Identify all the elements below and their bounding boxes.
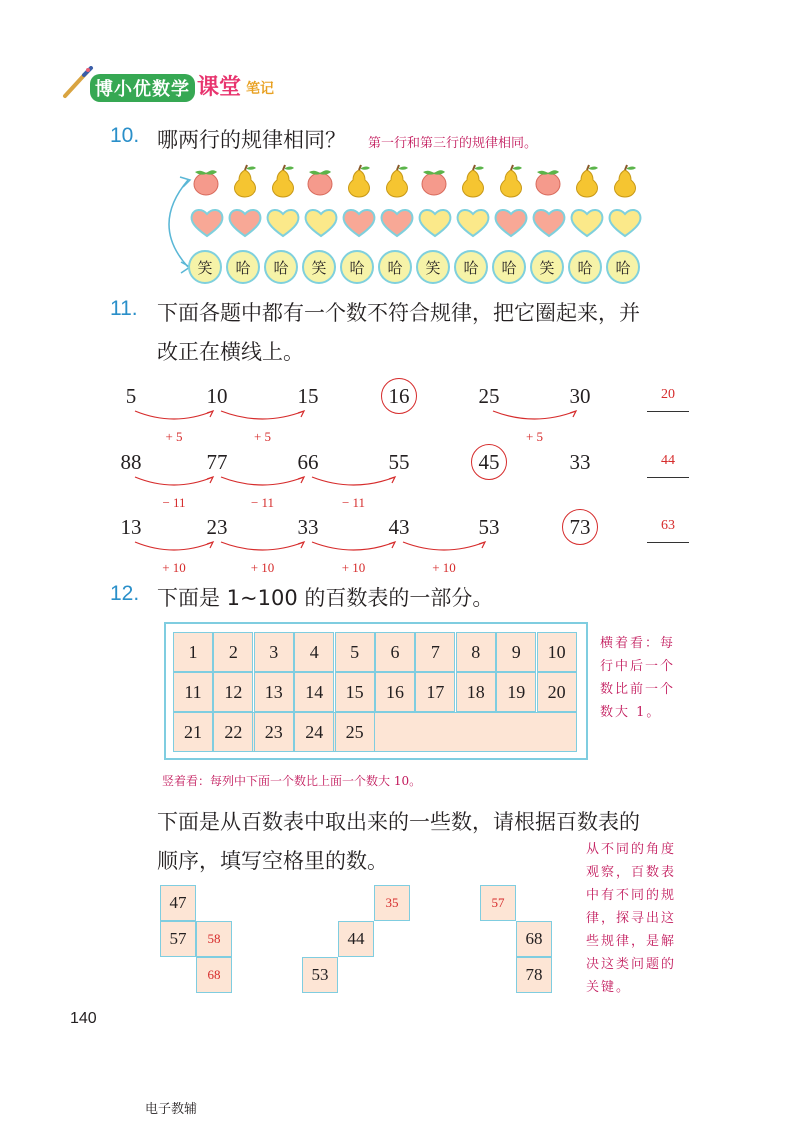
q11-op-label: − 11 — [162, 495, 186, 510]
tip-line: 律，探寻出这 — [586, 911, 677, 926]
brand-title: 课堂 — [197, 75, 242, 100]
q11-op-label: + 10 — [250, 560, 275, 575]
fragment1-filled-cell: 58 — [196, 921, 232, 957]
hundred-table-cell: 5 — [335, 632, 375, 672]
hundred-table-cell: 12 — [213, 672, 253, 712]
q11-op-label: + 10 — [432, 560, 456, 575]
fragment3-cell: 78 — [516, 957, 552, 993]
q11-number: 55 — [388, 450, 410, 474]
q11-number: 53 — [478, 515, 500, 539]
laugh-circle: 哈 — [340, 250, 374, 284]
q11-arc — [221, 477, 304, 485]
fragment3-filled-cell: 57 — [480, 885, 516, 921]
corrected-answer: 20 — [661, 387, 675, 402]
q11-arrowhead — [389, 477, 395, 483]
hundred-table-cell: 14 — [294, 672, 334, 712]
hundred-table-cell: 16 — [375, 672, 415, 712]
laugh-circle: 笑 — [416, 250, 450, 284]
laugh-circle: 笑 — [188, 250, 222, 284]
q11-arrowhead — [298, 477, 304, 483]
laugh-circle: 哈 — [454, 250, 488, 284]
q11-arc — [135, 411, 213, 419]
q12-text-line2: 顺序，填写空格里的数。 — [157, 849, 388, 873]
laugh-circle: 哈 — [606, 250, 640, 284]
q11-number: 45 — [478, 450, 500, 474]
fragment2-cell: 53 — [302, 957, 338, 993]
hundred-table-cell: 1 — [173, 632, 213, 672]
tip-line: 观察，百数表 — [586, 865, 677, 880]
page-number: 140 — [70, 1010, 97, 1027]
brand-name: 博小优数学 — [90, 74, 195, 102]
tip-line: 决这类问题的 — [586, 957, 677, 972]
q11-arrowhead — [389, 542, 395, 548]
q11-arrowhead — [207, 411, 213, 417]
q11-arc — [221, 411, 304, 419]
fragment1-filled-cell: 68 — [196, 957, 232, 993]
tip-line: 些规律，是解 — [586, 934, 677, 949]
laugh-circle: 笑 — [530, 250, 564, 284]
q11-arrowhead — [479, 542, 485, 548]
note-vertical: 竖着看：每列中下面一个数比上面一个数大 10。 — [162, 774, 422, 788]
q11-op-label: − 11 — [250, 495, 275, 510]
q11-op-label: + 5 — [165, 429, 183, 444]
q11-arc — [135, 477, 213, 485]
footer-label: 电子教辅 — [145, 1102, 198, 1117]
q11-arrowhead — [298, 542, 304, 548]
laugh-circle: 哈 — [492, 250, 526, 284]
q11-number: 43 — [388, 515, 410, 539]
q11-op-label: + 10 — [341, 560, 366, 575]
fragment3-cell: 68 — [516, 921, 552, 957]
note-horizontal-line: 数比前一个 — [600, 682, 676, 697]
q11-number: 13 — [120, 515, 142, 539]
q11-number: 33 — [569, 450, 591, 474]
wrong-number-circle — [562, 509, 598, 545]
laugh-circle: 哈 — [568, 250, 602, 284]
q11-number: 5 — [125, 384, 137, 408]
q11-number: 23 — [206, 515, 228, 539]
fragment1-cell: 57 — [160, 921, 196, 957]
q11-number: 10 — [206, 384, 228, 408]
hundred-table-cell: 4 — [294, 632, 334, 672]
q11-number: 73 — [569, 515, 591, 539]
q11-number: 16 — [388, 384, 410, 408]
note-horizontal — [600, 632, 675, 724]
hundred-table-cell: 11 — [173, 672, 213, 712]
wrong-number-circle — [471, 444, 507, 480]
q11-number: 11. — [110, 297, 138, 320]
hundred-table-cell: 9 — [496, 632, 536, 672]
q11-question-line2: 改正在横线上。 — [157, 340, 304, 364]
tip-line: 关键。 — [586, 980, 632, 995]
hundred-table-cell: 2 — [213, 632, 253, 672]
q11-arrowhead — [207, 477, 213, 483]
q11-number: 33 — [297, 515, 319, 539]
note-horizontal-line: 数大 1。 — [600, 705, 662, 720]
hundred-table-cell: 17 — [415, 672, 455, 712]
q10-question: 哪两行的规律相同？ — [157, 128, 346, 152]
note-horizontal-line: 行中后一个 — [600, 659, 676, 674]
q11-number: 77 — [206, 450, 228, 474]
hundred-table-cell: 21 — [173, 712, 213, 752]
answer-line — [647, 411, 689, 412]
laugh-circle: 哈 — [378, 250, 412, 284]
laugh-circle: 哈 — [226, 250, 260, 284]
q11-number: 30 — [569, 384, 591, 408]
q11-op-label: + 5 — [253, 429, 272, 444]
q11-arc — [221, 542, 304, 550]
q11-question-line1: 下面各题中都有一个数不符合规律，把它圈起来，并 — [157, 301, 640, 325]
answer-line — [647, 477, 689, 478]
q11-arrowhead — [298, 411, 304, 417]
fragment2-cell: 44 — [338, 921, 374, 957]
q11-op-label: + 10 — [162, 560, 186, 575]
q11-arc — [493, 411, 576, 419]
hundred-table-cell: 7 — [415, 632, 455, 672]
q12-text-line1: 下面是从百数表中取出来的一些数，请根据百数表的 — [157, 810, 640, 834]
hundred-table-cell: 24 — [294, 712, 334, 752]
corrected-answer: 63 — [661, 518, 675, 533]
q11-number: 88 — [120, 450, 142, 474]
hundred-table-cell: 8 — [456, 632, 496, 672]
q11-op-label: − 11 — [341, 495, 366, 510]
q11-number: 66 — [297, 450, 319, 474]
hundred-table-cell: 22 — [213, 712, 253, 752]
tip-line: 从不同的角度 — [586, 842, 677, 857]
fragment1-cell: 47 — [160, 885, 196, 921]
laugh-circle: 笑 — [302, 250, 336, 284]
hundred-table-cell: 23 — [254, 712, 294, 752]
hundred-table-cell: 6 — [375, 632, 415, 672]
hundred-table-cell: 3 — [254, 632, 294, 672]
laugh-circle: 哈 — [264, 250, 298, 284]
q11-arc — [135, 542, 213, 550]
corrected-answer: 44 — [661, 453, 675, 468]
hundred-table-cell: 18 — [456, 672, 496, 712]
fragment2-filled-cell: 35 — [374, 885, 410, 921]
hundred-table-cell: 19 — [496, 672, 536, 712]
q10-number: 10. — [110, 124, 140, 147]
wrong-number-circle — [381, 378, 417, 414]
answer-line — [647, 542, 689, 543]
q10-answer: 第一行和第三行的规律相同。 — [368, 136, 538, 151]
q12-question: 下面是 1~100 的百数表的一部分。 — [157, 586, 494, 610]
q11-op-label: + 5 — [525, 429, 544, 444]
tip-note — [586, 838, 676, 999]
q11-number: 25 — [478, 384, 500, 408]
hundred-table-cell: 20 — [537, 672, 577, 712]
hundred-table-cell: 10 — [537, 632, 577, 672]
q11-arc — [312, 477, 395, 485]
tip-line: 中有不同的规 — [586, 888, 677, 903]
q12-number: 12. — [110, 582, 140, 605]
note-horizontal-line: 横着看：每 — [600, 636, 676, 651]
q11-arrowhead — [570, 411, 576, 417]
q11-arrowhead — [207, 542, 213, 548]
hundred-table-cell: 13 — [254, 672, 294, 712]
q11-arc — [312, 542, 395, 550]
hundred-table-cell: 25 — [335, 712, 375, 752]
q11-arc — [403, 542, 485, 550]
q11-number: 15 — [297, 384, 319, 408]
brand-subtitle: 笔记 — [246, 81, 274, 97]
hundred-table-cell: 15 — [335, 672, 375, 712]
